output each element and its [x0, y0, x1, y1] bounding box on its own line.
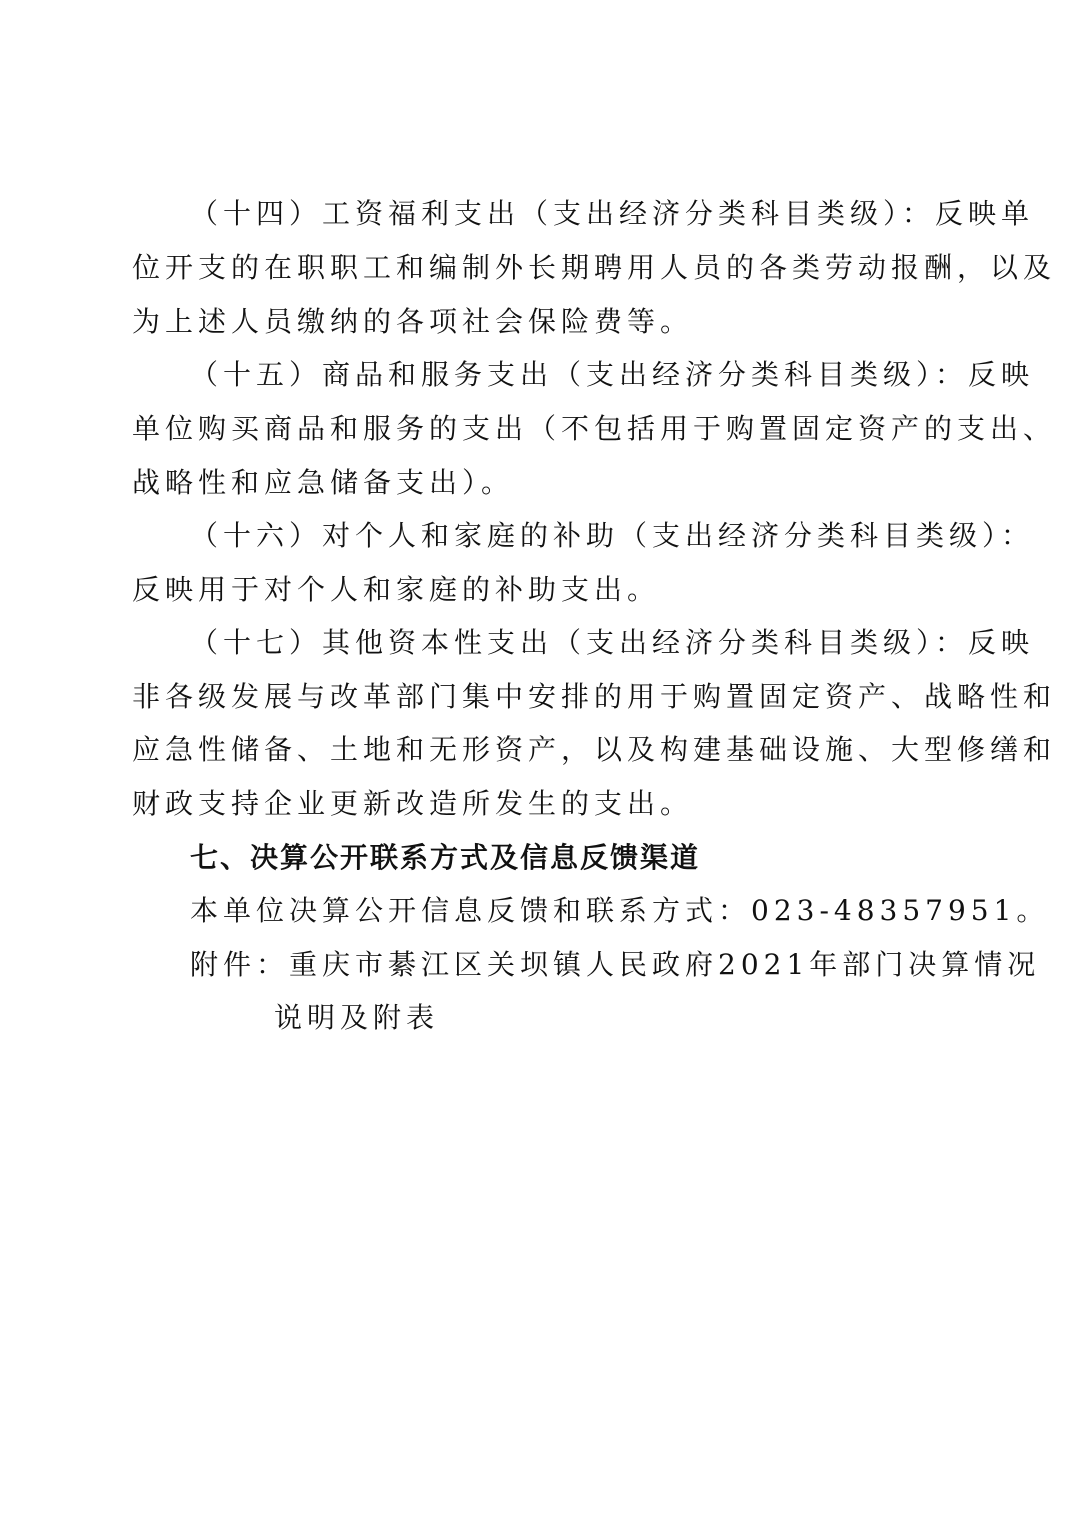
section-15-line-2: 单位购买商品和服务的支出（不包括用于购置固定资产的支出、: [132, 412, 1057, 445]
section-15-line-3: 战略性和应急储备支出）。: [132, 466, 515, 499]
contact-line: 本单位决算公开信息反馈和联系方式：023-48357951。: [190, 894, 1050, 927]
attachment-line-1: 附件：重庆市綦江区关坝镇人民政府2021年部门决算情况: [190, 948, 1041, 981]
section-16-line-2: 反映用于对个人和家庭的补助支出。: [132, 573, 661, 606]
section-17-line-3: 应急性储备、土地和无形资产，以及构建基础设施、大型修缮和: [132, 733, 1057, 766]
section-14-line-3: 为上述人员缴纳的各项社会保险费等。: [132, 305, 694, 338]
section-14-line-2: 位开支的在职职工和编制外长期聘用人员的各类劳动报酬，以及: [132, 251, 1057, 284]
section-14-line-1: （十四）工资福利支出（支出经济分类科目类级）：反映单: [190, 197, 1035, 230]
section-17-line-4: 财政支持企业更新改造所发生的支出。: [132, 787, 694, 820]
section-7-heading: 七、决算公开联系方式及信息反馈渠道: [190, 841, 701, 874]
section-16-line-1: （十六）对个人和家庭的补助（支出经济分类科目类级）：: [190, 519, 1035, 552]
section-17-line-1: （十七）其他资本性支出（支出经济分类科目类级）：反映: [190, 626, 1035, 659]
section-15-line-1: （十五）商品和服务支出（支出经济分类科目类级）：反映: [190, 358, 1035, 391]
attachment-line-2: 说明及附表: [274, 1001, 440, 1034]
section-17-line-2: 非各级发展与改革部门集中安排的用于购置固定资产、战略性和: [132, 680, 1057, 713]
